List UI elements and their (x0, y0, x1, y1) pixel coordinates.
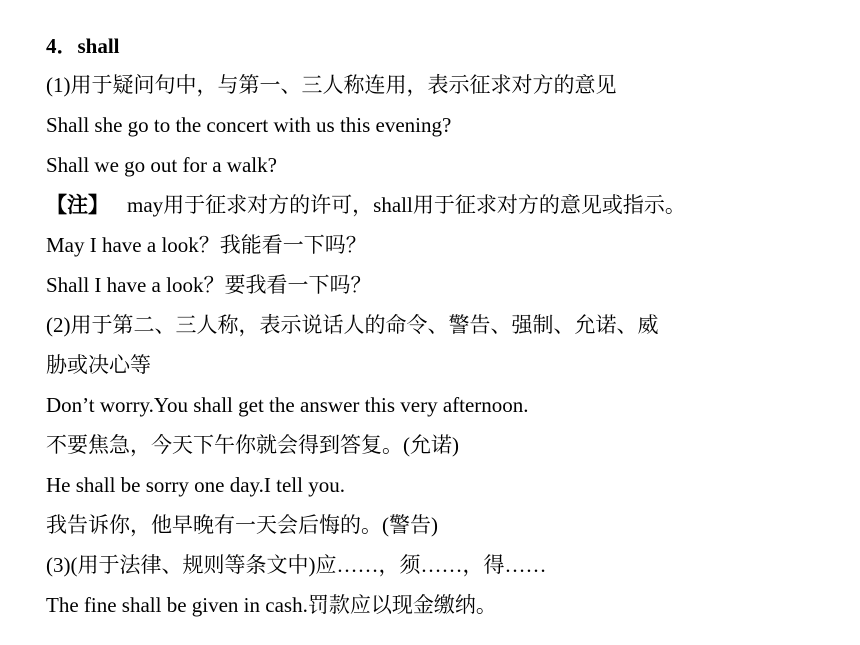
note-text: may用于征求对方的许可，shall用于征求对方的意见或指示。 (127, 193, 686, 217)
example-translation: 我告诉你，他早晚有一天会后悔的。(警告) (46, 513, 438, 537)
example-sentence: Shall we go out for a walk? (46, 153, 277, 177)
example-translation: 不要焦急，今天下午你就会得到答复。(允诺) (46, 433, 459, 457)
example-sentence: Shall I have a look？要我看一下吗？ (46, 273, 372, 297)
note-tag: 【注】 (46, 193, 109, 217)
example-sentence: Shall she go to the concert with us this evening? (46, 113, 452, 137)
example-sentence: Don’t worry.You shall get the answer this very afternoon. (46, 393, 529, 417)
section-heading: 4．shall (46, 34, 120, 58)
note-line (46, 191, 686, 219)
example-sentence: May I have a look？我能看一下吗？ (46, 233, 367, 257)
usage-2-heading-cont: 胁或决心等 (46, 353, 151, 377)
usage-1-heading: (1)用于疑问句中，与第一、三人称连用，表示征求对方的意见 (46, 73, 617, 97)
usage-3-heading: (3)(用于法律、规则等条文中)应……，须……，得…… (46, 553, 547, 577)
example-sentence: He shall be sorry one day.I tell you. (46, 473, 345, 497)
example-sentence: The fine shall be given in cash.罚款应以现金缴纳。 (46, 593, 497, 617)
usage-2-heading: (2)用于第二、三人称，表示说话人的命令、警告、强制、允诺、威 (46, 313, 659, 337)
